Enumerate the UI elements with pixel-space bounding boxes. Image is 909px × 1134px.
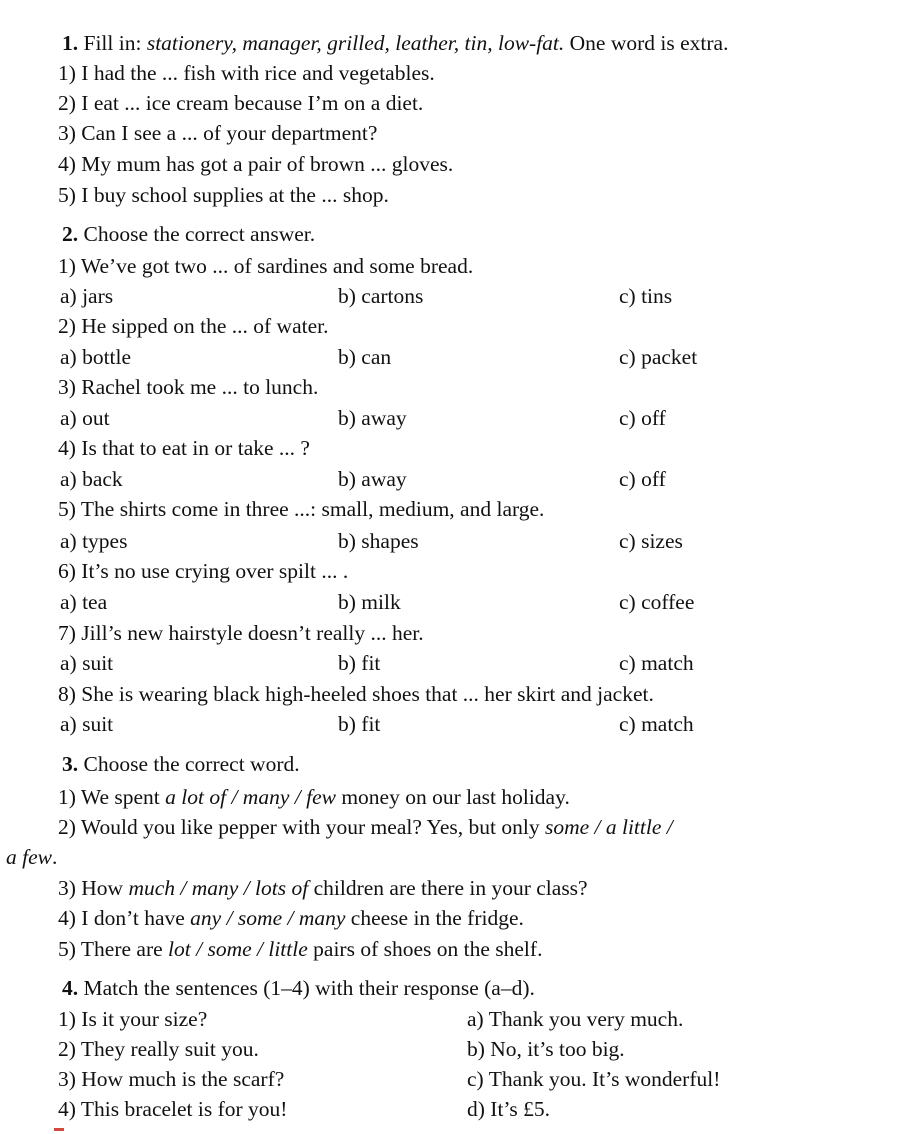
question: 6) It’s no use crying over spilt ... .	[58, 559, 349, 583]
exercise-3-item	[58, 784, 570, 810]
red-ink-mark	[54, 1128, 64, 1131]
exercise-number: 4.	[62, 976, 79, 1000]
question: 7) Jill’s new hairstyle doesn’t really ... her.	[58, 621, 424, 645]
exercise-3-item-continuation	[6, 844, 57, 870]
exercise-number: 1.	[62, 31, 79, 55]
word-bank: stationery, manager, grilled, leather, tin, low-fat.	[146, 31, 565, 55]
item-text: 1) We spent	[58, 785, 166, 809]
match-sentence: 2) They really suit you.	[58, 1037, 259, 1061]
option-a: a) tea	[60, 590, 108, 614]
item-text: cheese in the fridge.	[345, 906, 524, 930]
option-a: a) back	[60, 467, 123, 491]
word-choices: a few	[6, 845, 52, 869]
instruction-prefix: Fill in:	[83, 31, 142, 55]
option-a: a) jars	[60, 284, 114, 308]
option-a: a) bottle	[60, 345, 132, 369]
instruction-suffix: One word is extra.	[569, 31, 729, 55]
option-b: b) away	[338, 406, 407, 430]
option-b: b) milk	[338, 590, 401, 614]
instruction: Match the sentences (1–4) with their response (a–d).	[83, 976, 535, 1000]
exercise-1-item: 4) My mum has got a pair of brown ... gloves.	[58, 152, 454, 176]
option-b: b) cartons	[338, 284, 424, 308]
word-choices: lot / some / little	[168, 937, 308, 961]
instruction: Choose the correct answer.	[83, 222, 316, 246]
option-a: a) suit	[60, 712, 114, 736]
word-choices: much / many / lots of	[128, 876, 309, 900]
option-b: b) away	[338, 467, 407, 491]
word-choices: any / some / many	[190, 906, 346, 930]
item-text: money on our last holiday.	[335, 785, 570, 809]
word-choices: some / a little /	[544, 815, 673, 839]
option-a: a) suit	[60, 651, 114, 675]
item-text: pairs of shoes on the shelf.	[307, 937, 543, 961]
match-response: a) Thank you very much.	[467, 1007, 684, 1031]
option-a: a) out	[60, 406, 110, 430]
exercise-1-item: 2) I eat ... ice cream because I’m on a diet.	[58, 91, 424, 115]
option-b: b) fit	[338, 712, 381, 736]
question: 1) We’ve got two ... of sardines and some bread.	[58, 254, 474, 278]
item-text: 2) Would you like pepper with your meal? Yes, but only	[58, 815, 545, 839]
item-text: 3) How	[58, 876, 129, 900]
option-a: a) types	[60, 529, 128, 553]
exercise-number: 2.	[62, 222, 79, 246]
option-b: b) fit	[338, 651, 381, 675]
question: 4) Is that to eat in or take ... ?	[58, 436, 310, 460]
option-b: b) shapes	[338, 529, 419, 553]
item-text: children are there in your class?	[308, 876, 588, 900]
exercise-4-heading	[62, 975, 535, 1001]
item-text: .	[51, 845, 58, 869]
match-response: d) It’s £5.	[467, 1097, 551, 1121]
match-sentence: 1) Is it your size?	[58, 1007, 208, 1031]
option-c: c) tins	[619, 284, 673, 308]
match-response: b) No, it’s too big.	[467, 1037, 625, 1061]
exercise-1-heading	[62, 30, 728, 56]
option-c: c) sizes	[619, 529, 683, 553]
match-sentence: 3) How much is the scarf?	[58, 1067, 285, 1091]
instruction: Choose the correct word.	[83, 752, 300, 776]
option-c: c) match	[619, 651, 694, 675]
word-choices: a lot of / many / few	[165, 785, 336, 809]
item-text: 5) There are	[58, 937, 169, 961]
option-c: c) off	[619, 406, 666, 430]
exercise-3-item	[58, 875, 588, 901]
exercise-3-heading	[62, 751, 300, 777]
option-c: c) packet	[619, 345, 698, 369]
question: 3) Rachel took me ... to lunch.	[58, 375, 319, 399]
exercise-2-heading	[62, 221, 315, 247]
option-c: c) match	[619, 712, 694, 736]
exercise-1-item: 5) I buy school supplies at the ... shop.	[58, 183, 389, 207]
match-response: c) Thank you. It’s wonderful!	[467, 1067, 721, 1091]
item-text: 4) I don’t have	[58, 906, 191, 930]
exercise-3-item	[58, 936, 542, 962]
exercise-number: 3.	[62, 752, 79, 776]
option-c: c) coffee	[619, 590, 695, 614]
question: 5) The shirts come in three ...: small, medium, and large.	[58, 497, 545, 521]
option-c: c) off	[619, 467, 666, 491]
exercise-3-item	[58, 905, 524, 931]
question: 2) He sipped on the ... of water.	[58, 314, 329, 338]
match-sentence: 4) This bracelet is for you!	[58, 1097, 288, 1121]
exercise-1-item: 3) Can I see a ... of your department?	[58, 121, 378, 145]
exercise-1-item: 1) I had the ... fish with rice and vegetables.	[58, 61, 435, 85]
question: 8) She is wearing black high-heeled shoes that ... her skirt and jacket.	[58, 682, 654, 706]
option-b: b) can	[338, 345, 392, 369]
exercise-3-item	[58, 814, 673, 840]
